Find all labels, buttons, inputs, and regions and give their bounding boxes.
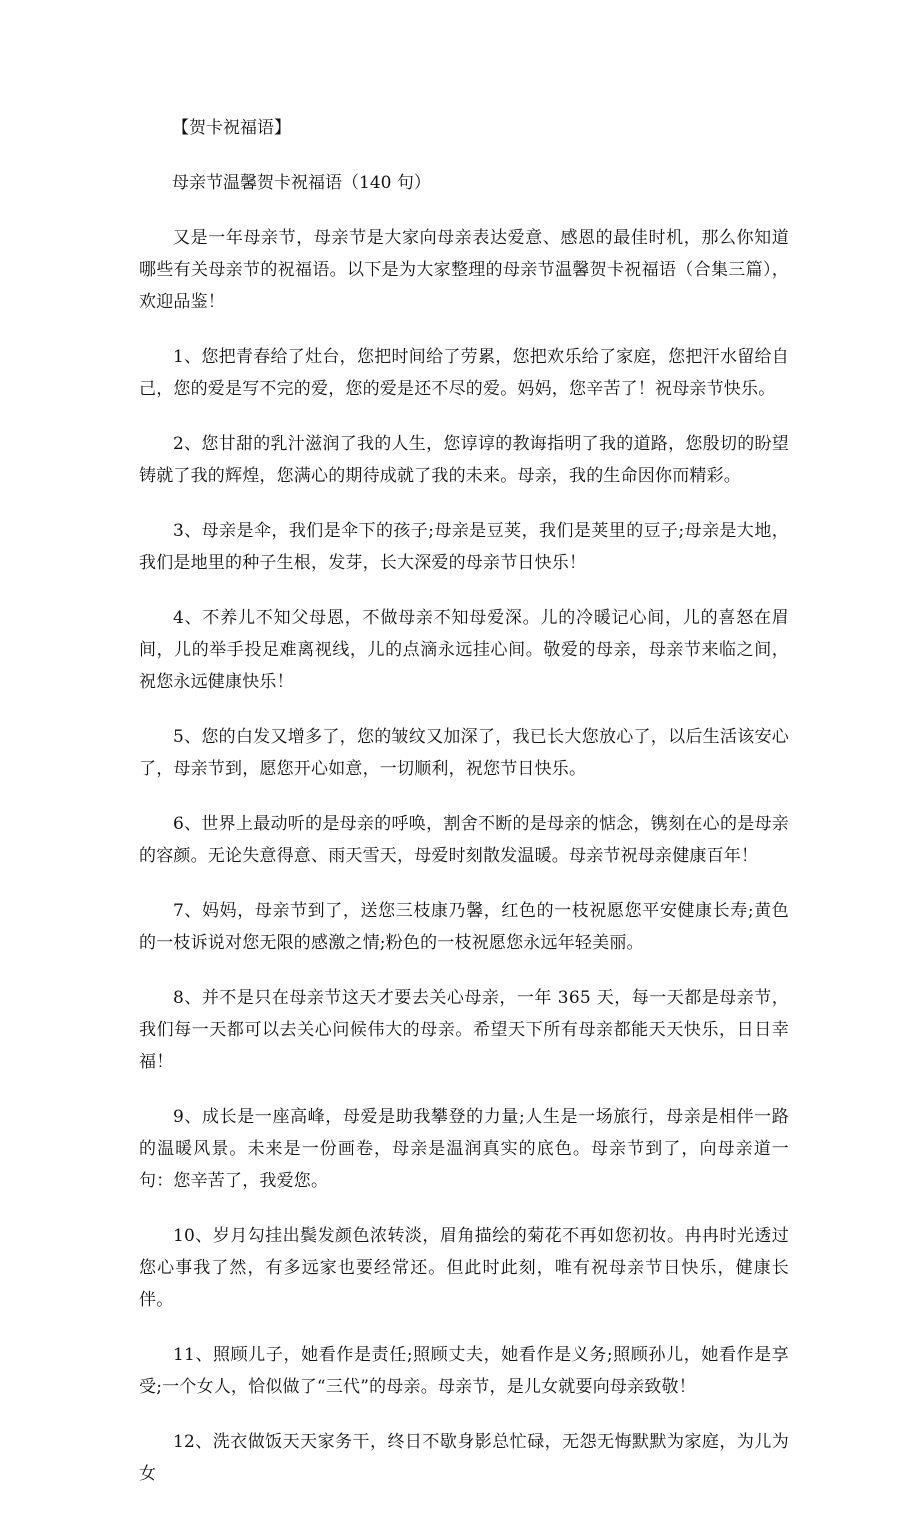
list-item: 10、岁月勾挂出鬓发颜色浓转淡，眉角描绘的菊花不再如您初妆。冉冉时光透过您心事我了然，有多远家也要经常还。但此时此刻，唯有祝母亲节日快乐，健康长伴。 — [139, 1226, 789, 1310]
list-item: 11、照顾儿子，她看作是责任;照顾丈夫，她看作是义务;照顾孙儿，她看作是享受;一个女人，恰似做了“三代”的母亲。母亲节，是儿女就要向母亲致敬！ — [139, 1345, 789, 1397]
list-item: 12、洗衣做饭天天家务干，终日不歇身影总忙碌，无怨无悔默默为家庭，为儿为女 — [139, 1432, 789, 1484]
list-item: 9、成长是一座高峰，母爱是助我攀登的力量;人生是一场旅行，母亲是相伴一路的温暖风景。未来是一份画卷，母亲是温润真实的底色。母亲节到了，向母亲道一句：您辛苦了，我爱您。 — [139, 1107, 789, 1191]
list-item: 1、您把青春给了灶台，您把时间给了劳累，您把欢乐给了家庭，您把汗水留给自己，您的爱是写不完的爱，您的爱是还不尽的爱。妈妈，您辛苦了！祝母亲节快乐。 — [139, 347, 789, 399]
section-tag: 【贺卡祝福语】 — [172, 118, 291, 138]
list-item: 5、您的白发又增多了，您的皱纹又加深了，我已长大您放心了，以后生活该安心了，母亲节到，愿您开心如意，一切顺利，祝您节日快乐。 — [139, 727, 789, 779]
list-item: 4、不养儿不知父母恩，不做母亲不知母爱深。儿的冷暖记心间，儿的喜怒在眉间，儿的举手投足难离视线，儿的点滴永远挂心间。敬爱的母亲，母亲节来临之间，祝您永远健康快乐！ — [139, 608, 789, 692]
list-item: 7、妈妈，母亲节到了，送您三枝康乃馨，红色的一枝祝愿您平安健康长寿;黄色的一枝诉说对您无限的感激之情;粉色的一枝祝愿您永远年轻美丽。 — [139, 901, 789, 953]
list-item: 3、母亲是伞，我们是伞下的孩子;母亲是豆荚，我们是荚里的豆子;母亲是大地，我们是地里的种子生根，发芽，长大深爱的母亲节日快乐！ — [139, 521, 789, 573]
list-item: 2、您甘甜的乳汁滋润了我的人生，您谆谆的教诲指明了我的道路，您殷切的盼望铸就了我的辉煌，您满心的期待成就了我的未来。母亲，我的生命因你而精彩。 — [139, 434, 789, 486]
document-title: 母亲节温馨贺卡祝福语（140 句） — [172, 173, 431, 193]
list-item: 8、并不是只在母亲节这天才要去关心母亲，一年 365 天，每一天都是母亲节，我们每一天都可以去关心问候伟大的母亲。希望天下所有母亲都能天天快乐，日日幸福！ — [139, 988, 789, 1072]
intro-paragraph: 又是一年母亲节，母亲节是大家向母亲表达爱意、感恩的最佳时机，那么你知道哪些有关母亲节的祝福语。以下是为大家整理的母亲节温馨贺卡祝福语（合集三篇），欢迎品鉴！ — [139, 228, 789, 312]
list-item: 6、世界上最动听的是母亲的呼唤，割舍不断的是母亲的惦念，镌刻在心的是母亲的容颜。无论失意得意、雨天雪天，母爱时刻散发温暖。母亲节祝母亲健康百年！ — [139, 814, 789, 866]
document-body — [139, 112, 789, 1513]
